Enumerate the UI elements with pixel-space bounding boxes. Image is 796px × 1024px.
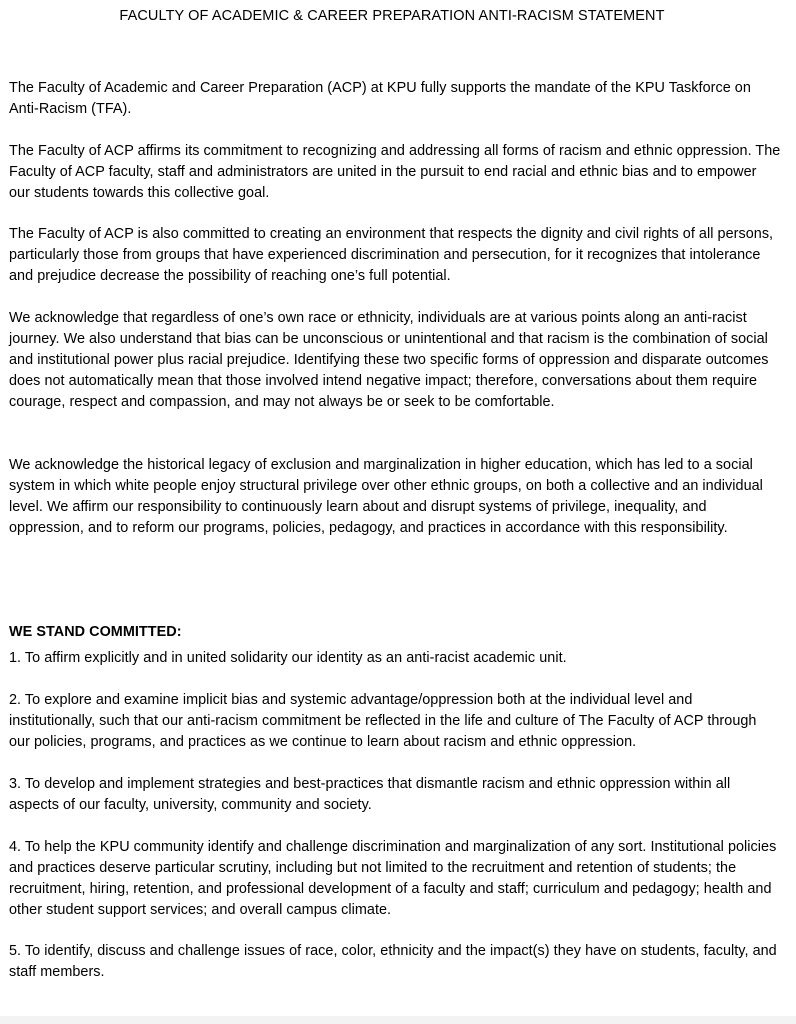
- commitments-heading: WE STAND COMMITTED:: [9, 624, 182, 640]
- commitment-item-1: 1. To affirm explicitly and in united solidarity our identity as an anti-racist academic unit.: [9, 650, 567, 666]
- commitment-item-3: 3. To develop and implement strategies and best-practices that dismantle racism and ethnic oppression within all aspects of our faculty, university, community and society.: [9, 776, 731, 813]
- commitment-item-5: 5. To identify, discuss and challenge issues of race, color, ethnicity and the impact(s) they have on students, faculty, and staff members.: [9, 943, 777, 980]
- commitment-item-4: 4. To help the KPU community identify and challenge discrimination and marginalization of any sort. Institutional policies and practices deserve particular scrutiny, including but not limited to the recruitment and retention of students; the recruitment, hiring, retention, and professional development of a faculty and staff; curriculum and pedagogy; health and other student support services; and overall campus climate.: [9, 839, 777, 918]
- historical-legacy-paragraph: We acknowledge the historical legacy of exclusion and marginalization in higher education, which has led to a social system in which white people enjoy structural privilege over other ethnic groups, on both a collective and an individual level. We affirm our responsibility to continuously learn about and disrupt systems of privilege, inequality, and oppression, and to reform our programs, policies, pedagogy, and practices in accordance with this responsibility.: [9, 457, 763, 536]
- intro-paragraph: The Faculty of Academic and Career Preparation (ACP) at KPU fully supports the mandate of the KPU Taskforce on Anti-Racism (TFA).: [9, 80, 751, 117]
- environment-paragraph: The Faculty of ACP is also committed to creating an environment that respects the dignity and civil rights of all persons, particularly those from groups that have experienced discrimination and persecution, for it recognizes that intolerance and prejudice decrease the possibility of reaching one’s full potential.: [9, 226, 774, 284]
- commitment-paragraph: The Faculty of ACP affirms its commitment to recognizing and addressing all forms of racism and ethnic oppression. The Faculty of ACP faculty, staff and administrators are united in the pursuit to end racial and ethnic bias and to empower our students towards this collective goal.: [9, 143, 781, 201]
- document-title: FACULTY OF ACADEMIC & CAREER PREPARATION ANTI-RACISM STATEMENT: [119, 8, 665, 24]
- commitment-item-2: 2. To explore and examine implicit bias and systemic advantage/oppression both at the individual level and institutionally, such that our anti-racism commitment be reflected in the life and culture of The Faculty of ACP through our policies, programs, and practices as we continue to learn about racism and ethnic oppression.: [9, 692, 757, 750]
- page-bottom-edge: [0, 1016, 796, 1024]
- acknowledgement-paragraph: We acknowledge that regardless of one’s own race or ethnicity, individuals are at various points along an anti-racist journey. We also understand that bias can be unconscious or unintentional and that racism is the combination of social and institutional power plus racial prejudice. Identifying these two specific forms of oppression and disparate outcomes does not automatically mean that those involved intend negative impact; therefore, conversations about them require courage, respect and compassion, and may not always be or seek to be comfortable.: [9, 310, 769, 410]
